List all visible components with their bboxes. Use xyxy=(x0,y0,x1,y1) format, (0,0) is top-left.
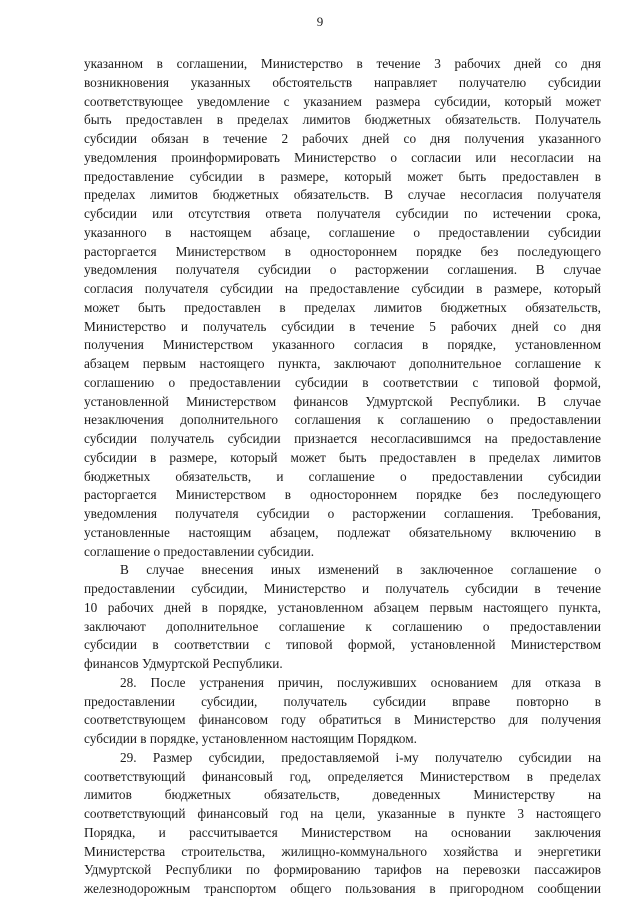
text-line: субсидии получатель субсидии признается несогласившимся на предоставление xyxy=(84,431,601,446)
text-line: бюджетных обязательств, и соглашение о предоставлении субсидии xyxy=(84,468,601,484)
text-line: соответствующем финансовом году обратиться в Министерство для получения xyxy=(84,712,601,728)
text-line: пределах лимитов бюджетных обязательств. В случае несогласия получателя xyxy=(84,187,601,203)
text-line: быть предоставлен в пределах лимитов бюджетных обязательств. Получатель xyxy=(84,112,601,128)
text-line: получения Министерством указанного согласия в порядке, установленном xyxy=(84,337,601,353)
text-line: возникновения указанных обстоятельств направляет получателю субсидии xyxy=(84,74,601,90)
text-line: В случае внесения иных изменений в заключенное соглашение о xyxy=(120,562,601,578)
text-line: незаключения дополнительного соглашения к соглашению о предоставлении xyxy=(84,412,601,428)
text-line: уведомления получателя субсидии о расторжении соглашения. В случае xyxy=(84,262,601,278)
text-line: предоставление субсидии в размере, который может быть предоставлен в xyxy=(84,168,601,184)
text-line: согласия получателя субсидии на предоставление субсидии в размере, который xyxy=(84,281,601,296)
text-line: указанного в настоящем абзаце, соглашение о предоставлении субсидии xyxy=(84,224,601,240)
text-line: установленной Министерством финансов Удмуртской Республики. В случае xyxy=(84,393,601,409)
text-line: Министерства строительства, жилищно-коммунального хозяйства и энергетики xyxy=(84,843,601,859)
text-line: соответствующий финансовый год, определяется Министерством в пределах xyxy=(84,768,601,784)
text-line: финансов Удмуртской Республики. xyxy=(84,656,283,671)
page-number: 9 xyxy=(316,14,324,29)
text-line: расторгается Министерством в одностороннем порядке без последующего xyxy=(84,243,601,259)
text-line: соглашение о предоставлении субсидии. xyxy=(84,543,315,559)
text-line: указанном в соглашении, Министерство в течение 3 рабочих дней со дня xyxy=(84,56,601,71)
text-line: заключают дополнительное соглашение к соглашению о предоставлении xyxy=(84,618,601,634)
text-line: Удмуртской Республики по формированию тарифов на перевозки пассажиров xyxy=(84,862,601,878)
paragraph-4 xyxy=(84,749,601,899)
text-line: установленные настоящим абзацем, подлежат обязательному включению в xyxy=(84,524,601,540)
paragraph-2 xyxy=(84,561,601,674)
text-line: уведомления получателя субсидии о расторжении соглашения. Требования, xyxy=(84,506,601,521)
text-line: 28. После устранения причин, послуживших основанием для отказа в xyxy=(120,674,601,690)
text-line: соглашению о предоставлении субсидии в соответствии с типовой формой, xyxy=(84,374,601,390)
text-line: абзацем первым настоящего пункта, заключают дополнительное соглашение к xyxy=(84,356,601,371)
paragraph-3 xyxy=(84,674,601,749)
text-line: субсидии или отсутствия ответа получателя субсидии по истечении срока, xyxy=(84,206,601,221)
text-line: лимитов бюджетных обязательств, доведенных Министерству на xyxy=(84,787,601,803)
text-line: уведомления проинформировать Министерство о согласии или несогласии на xyxy=(84,149,601,165)
text-line: соответствующее уведомление с указанием размера субсидии, который может xyxy=(84,93,601,109)
text-line: 10 рабочих дней в порядке, установленном абзацем первым настоящего пункта, xyxy=(84,599,601,615)
text-line: субсидии обязан в течение 2 рабочих дней со дня получения указанного xyxy=(84,131,601,146)
document-body xyxy=(84,55,601,899)
text-line: расторгается Министерством в одностороннем порядке без последующего xyxy=(84,487,601,503)
text-line: может быть предоставлен в пределах лимитов бюджетных обязательств, xyxy=(84,299,601,315)
text-line: железнодорожным транспортом общего пользования в пригородном сообщении xyxy=(84,881,601,896)
text-line: Министерство и получатель субсидии в течение 5 рабочих дней со дня xyxy=(84,318,601,334)
paragraph-1 xyxy=(84,55,601,561)
text-line: субсидии в соответствии с типовой формой, установленной Министерством xyxy=(84,637,601,653)
text-line: субсидии в порядке, установленном настоящим Порядком. xyxy=(84,731,417,746)
text-line: предоставлении субсидии, получатель субсидии вправе повторно в xyxy=(84,693,601,709)
text-line: предоставлении субсидии, Министерство и получатель субсидии в течение xyxy=(84,581,601,596)
text-line: 29. Размер субсидии, предоставляемой i-му получателю субсидии на xyxy=(120,749,601,765)
text-line: соответствующий финансовый год на цели, указанные в пункте 3 настоящего xyxy=(84,806,601,821)
text-line: субсидии в размере, который может быть предоставлен в пределах лимитов xyxy=(84,449,601,465)
text-line: Порядка, и рассчитывается Министерством на основании заключения xyxy=(84,824,601,840)
